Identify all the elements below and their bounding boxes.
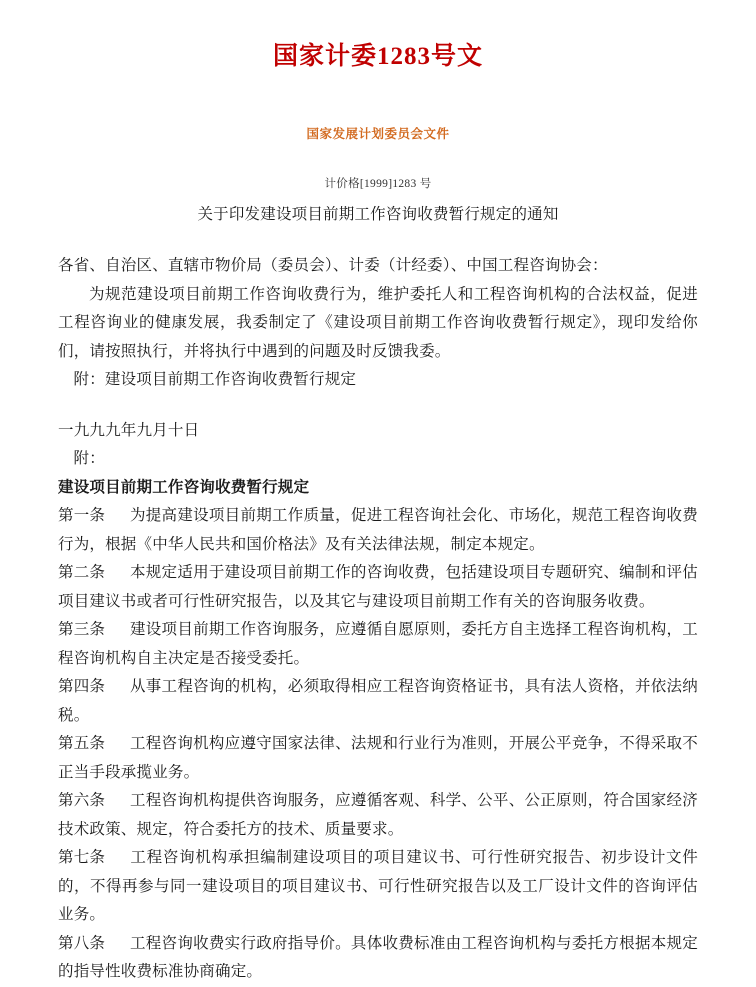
article-text: 从事工程咨询的机构，必须取得相应工程咨询资格证书，具有法人资格，并依法纳税。	[58, 678, 698, 724]
article-item	[58, 930, 698, 987]
article-label: 第三条	[58, 621, 106, 638]
article-text: 为提高建设项目前期工作质量，促进工程咨询社会化、市场化，规范工程咨询收费行为，根据《中华人民共和国价格法》及有关法律法规，制定本规定。	[58, 507, 698, 553]
article-label: 第五条	[58, 735, 106, 752]
recipients-line: 各省、自治区、直辖市物价局（委员会）、计委（计经委）、中国工程咨询协会：	[58, 257, 608, 274]
article-label: 第一条	[58, 507, 106, 524]
intro-paragraph: 为规范建设项目前期工作咨询收费行为，维护委托人和工程咨询机构的合法权益，促进工程咨询业的健康发展，我委制定了《建设项目前期工作咨询收费暂行规定》，现印发给你们，请按照执行，并将执行中遇到的问题及时反馈我委。	[58, 285, 698, 360]
document-body	[58, 252, 698, 987]
article-text: 本规定适用于建设项目前期工作的咨询收费，包括建设项目专题研究、编制和评估项目建议书或者可行性研究报告，以及其它与建设项目前期工作有关的咨询服务收费。	[58, 564, 698, 610]
issue-date: 一九九九年九月十日	[58, 421, 200, 439]
article-label: 第二条	[58, 564, 106, 581]
article-item	[58, 673, 698, 730]
article-item	[58, 559, 698, 616]
document-number: 计价格[1999]1283 号	[324, 178, 432, 190]
issuing-authority: 国家发展计划委员会文件	[306, 127, 450, 141]
article-label: 第四条	[58, 678, 106, 695]
article-item	[58, 616, 698, 673]
regulation-title: 建设项目前期工作咨询收费暂行规定	[58, 478, 310, 496]
article-text: 工程咨询机构承担编制建设项目的项目建议书、可行性研究报告、初步设计文件的，不得再参与同一建设项目的项目建议书、可行性研究报告以及工厂设计文件的咨询评估业务。	[58, 849, 698, 923]
article-label: 第八条	[58, 934, 106, 952]
article-text: 工程咨询收费实行政府指导价。具体收费标准由工程咨询机构与委托方根据本规定的指导性收费标准协商确定。	[58, 934, 698, 980]
page-title: 国家计委1283号文	[272, 43, 483, 70]
article-text: 工程咨询机构应遵守国家法律、法规和行业行为准则，开展公平竞争，不得采取不正当手段承揽业务。	[58, 735, 698, 781]
article-item	[58, 787, 698, 844]
article-label: 第六条	[58, 792, 106, 809]
article-label: 第七条	[58, 849, 106, 866]
article-item	[58, 730, 698, 787]
article-text: 建设项目前期工作咨询服务，应遵循自愿原则，委托方自主选择工程咨询机构，工程咨询机构自主决定是否接受委托。	[58, 621, 698, 667]
attachment-line: 附：建设项目前期工作咨询收费暂行规定	[73, 371, 357, 388]
attachment-label: 附：	[73, 450, 105, 467]
notice-title: 关于印发建设项目前期工作咨询收费暂行规定的通知	[197, 206, 559, 223]
article-item	[58, 844, 698, 930]
article-text: 工程咨询机构提供咨询服务，应遵循客观、科学、公平、公正原则，符合国家经济技术政策、规定，符合委托方的技术、质量要求。	[58, 792, 698, 838]
article-item	[58, 502, 698, 559]
